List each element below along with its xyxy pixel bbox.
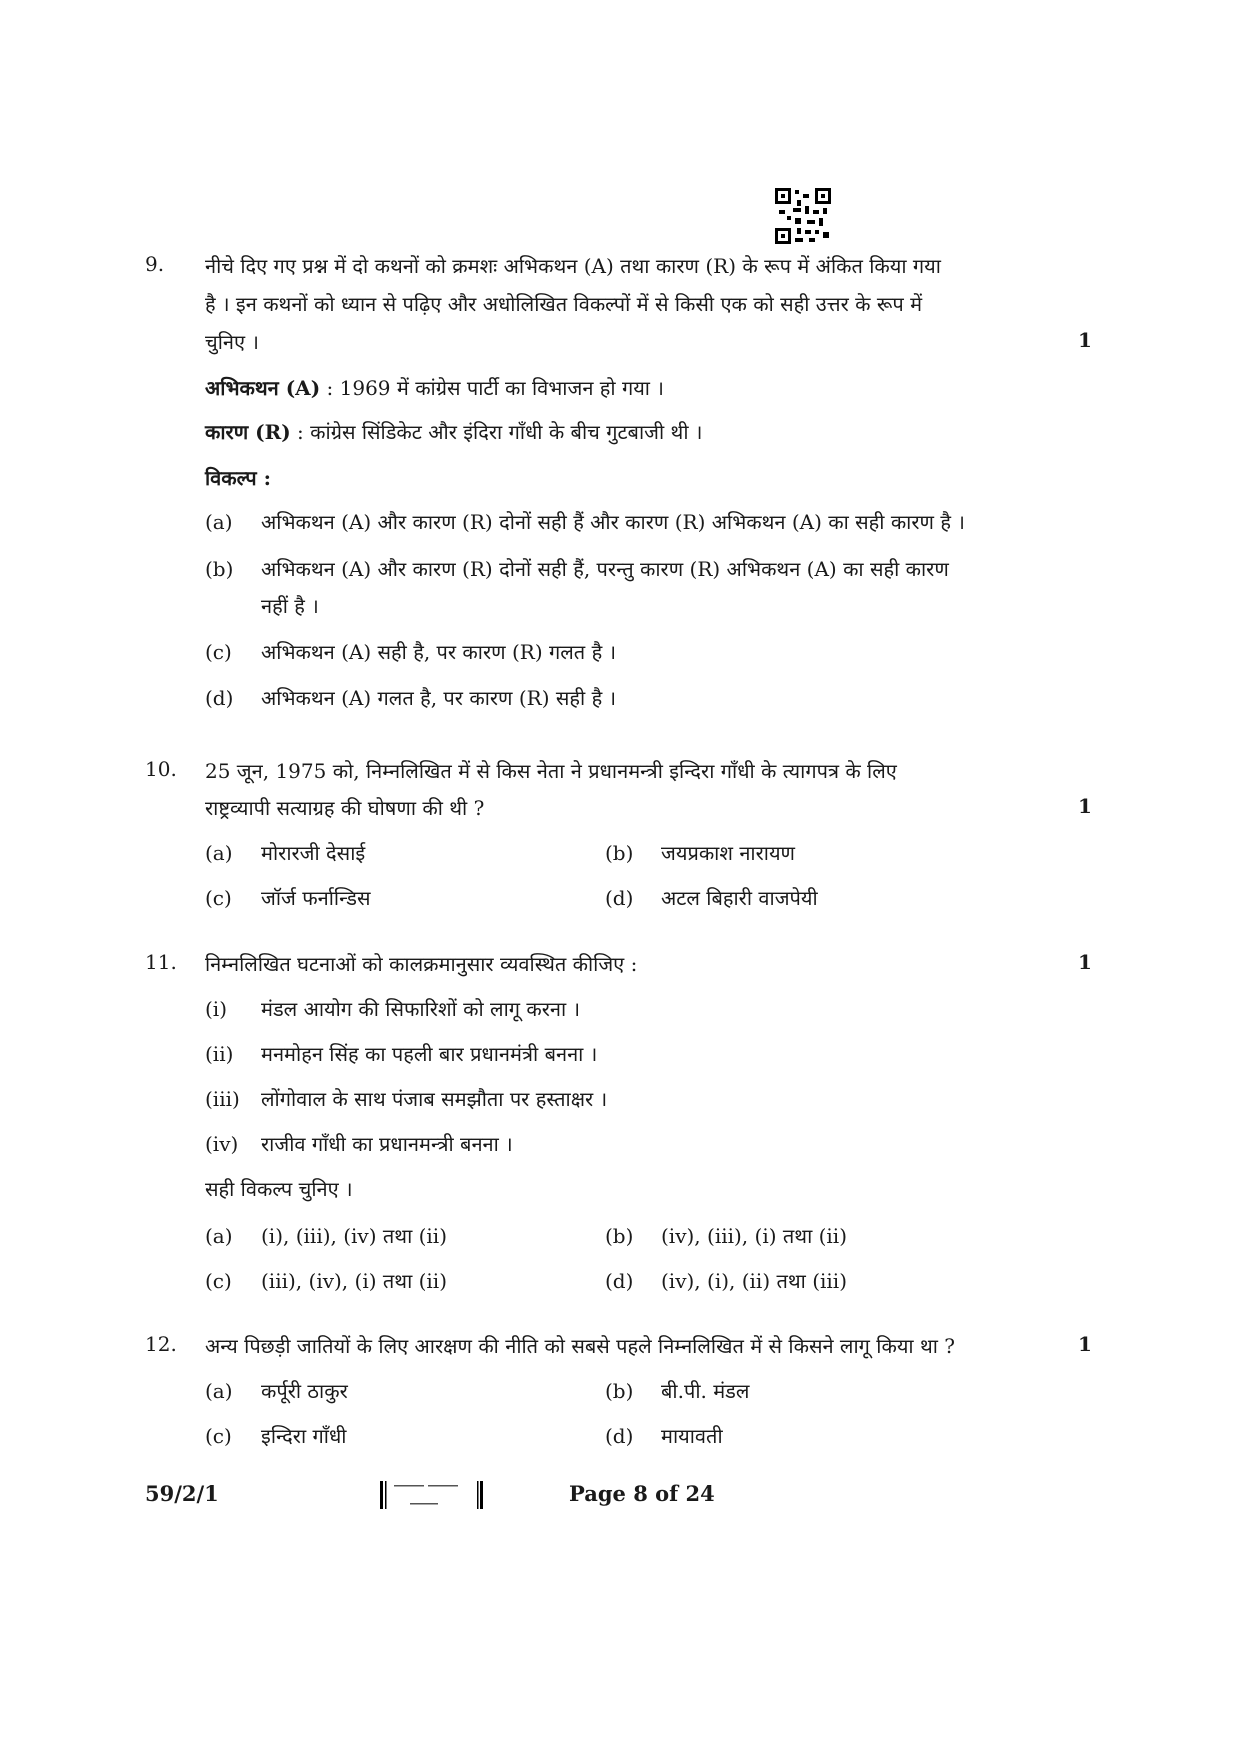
option-a xyxy=(205,508,965,535)
question-number: 10. xyxy=(145,757,177,781)
option-label: (a) xyxy=(205,510,233,534)
option-d xyxy=(605,1267,847,1294)
question-number: 12. xyxy=(145,1332,177,1356)
option-b xyxy=(605,839,795,866)
event-text: राजीव गाँधी का प्रधानमन्त्री बनना । xyxy=(261,1132,513,1156)
event-label: (iii) xyxy=(205,1087,240,1111)
question-text-line: नीचे दिए गए प्रश्न में दो कथनों को क्रमशः अभिकथन (A) तथा कारण (R) के रूप में अंकित किया गया xyxy=(205,254,941,278)
event-i xyxy=(205,995,580,1022)
assertion-label: अभिकथन (A) xyxy=(205,376,321,400)
question-number: 11. xyxy=(145,950,177,974)
option-label: (d) xyxy=(605,1269,634,1293)
option-label: (d) xyxy=(205,686,234,710)
marks-label: 1 xyxy=(1078,950,1092,974)
option-text: अटल बिहारी वाजपेयी xyxy=(661,886,818,910)
option-text: मायावती xyxy=(661,1424,723,1448)
option-c xyxy=(205,884,370,911)
question-text-line: चुनिए । xyxy=(205,330,259,354)
option-text: कर्पूरी ठाकुर xyxy=(261,1379,348,1403)
event-iv xyxy=(205,1130,513,1157)
event-label: (ii) xyxy=(205,1042,234,1066)
reason-text: : कांग्रेस सिंडिकेट और इंदिरा गाँधी के बीच गुटबाजी थी । xyxy=(290,420,703,444)
option-label: (a) xyxy=(205,841,233,865)
option-text: (iii), (iv), (i) तथा (ii) xyxy=(261,1269,448,1293)
reason-statement xyxy=(205,418,702,445)
event-label: (i) xyxy=(205,997,228,1021)
question-text-line: 25 जून, 1975 को, निम्नलिखित में से किस नेता ने प्रधानमन्त्री इन्दिरा गाँधी के त्यागपत्र के लिए xyxy=(205,759,897,783)
marks-label: 1 xyxy=(1078,328,1092,352)
event-text: लोंगोवाल के साथ पंजाब समझौता पर हस्ताक्षर । xyxy=(261,1087,608,1111)
option-text: अभिकथन (A) और कारण (R) दोनों सही हैं और कारण (R) अभिकथन (A) का सही कारण है । xyxy=(261,510,965,534)
option-text: बी.पी. मंडल xyxy=(661,1379,750,1403)
option-text: मोरारजी देसाई xyxy=(261,841,366,865)
option-label: (b) xyxy=(605,1379,634,1403)
option-label: (c) xyxy=(205,1424,232,1448)
question-number: 9. xyxy=(145,252,165,276)
options-heading: विकल्प : xyxy=(205,466,271,490)
event-label: (iv) xyxy=(205,1132,239,1156)
option-b xyxy=(605,1377,749,1404)
assertion-statement xyxy=(205,374,664,401)
option-text: (i), (iii), (iv) तथा (ii) xyxy=(261,1224,448,1248)
option-text: जयप्रकाश नारायण xyxy=(661,841,796,865)
barcode-icon xyxy=(380,1479,486,1511)
event-ii xyxy=(205,1040,597,1067)
option-label: (b) xyxy=(605,1224,634,1248)
option-text: अभिकथन (A) गलत है, पर कारण (R) सही है । xyxy=(261,686,617,710)
assertion-text: : 1969 में कांग्रेस पार्टी का विभाजन हो गया । xyxy=(320,376,664,400)
page-number: Page 8 of 24 xyxy=(569,1481,715,1506)
option-b xyxy=(605,1222,847,1249)
option-text: अभिकथन (A) सही है, पर कारण (R) गलत है । xyxy=(261,640,617,664)
option-label: (c) xyxy=(205,886,232,910)
option-b-continuation: नहीं है । xyxy=(261,594,319,618)
question-text-line: राष्ट्रव्यापी सत्याग्रह की घोषणा की थी ? xyxy=(205,796,485,820)
event-text: मंडल आयोग की सिफारिशों को लागू करना । xyxy=(261,997,581,1021)
qr-code-icon xyxy=(775,188,831,244)
option-a xyxy=(205,839,365,866)
option-text: अभिकथन (A) और कारण (R) दोनों सही हैं, परन्तु कारण (R) अभिकथन (A) का सही कारण xyxy=(261,557,949,581)
reason-label: कारण (R) xyxy=(205,420,291,444)
option-label: (a) xyxy=(205,1224,233,1248)
option-a xyxy=(205,1377,348,1404)
option-b xyxy=(205,555,949,582)
event-iii xyxy=(205,1085,607,1112)
option-label: (c) xyxy=(205,1269,232,1293)
event-text: मनमोहन सिंह का पहली बार प्रधानमंत्री बनना । xyxy=(261,1042,598,1066)
option-a xyxy=(205,1222,447,1249)
option-label: (c) xyxy=(205,640,232,664)
option-d xyxy=(205,684,616,711)
option-text: इन्दिरा गाँधी xyxy=(261,1424,347,1448)
option-d xyxy=(605,1422,723,1449)
paper-code: 59/2/1 xyxy=(145,1481,219,1506)
option-text: (iv), (iii), (i) तथा (ii) xyxy=(661,1224,848,1248)
marks-label: 1 xyxy=(1078,1332,1092,1356)
question-text-line: निम्नलिखित घटनाओं को कालक्रमानुसार व्यवस्थित कीजिए : xyxy=(205,952,638,976)
option-c xyxy=(205,638,616,665)
option-text: (iv), (i), (ii) तथा (iii) xyxy=(661,1269,848,1293)
option-c xyxy=(205,1267,447,1294)
instruction-text: सही विकल्प चुनिए । xyxy=(205,1177,353,1201)
option-text: जॉर्ज फर्नान्डिस xyxy=(261,886,371,910)
question-text-line: अन्य पिछड़ी जातियों के लिए आरक्षण की नीति को सबसे पहले निम्नलिखित में से किसने लागू किया था ? xyxy=(205,1334,955,1358)
marks-label: 1 xyxy=(1078,794,1092,818)
option-label: (a) xyxy=(205,1379,233,1403)
option-label: (b) xyxy=(605,841,634,865)
option-label: (b) xyxy=(205,557,234,581)
option-c xyxy=(205,1422,346,1449)
option-label: (d) xyxy=(605,886,634,910)
question-text-line: है । इन कथनों को ध्यान से पढ़िए और अधोलिखित विकल्पों में से किसी एक को सही उत्तर के रूप में xyxy=(205,292,923,316)
option-label: (d) xyxy=(605,1424,634,1448)
option-d xyxy=(605,884,818,911)
